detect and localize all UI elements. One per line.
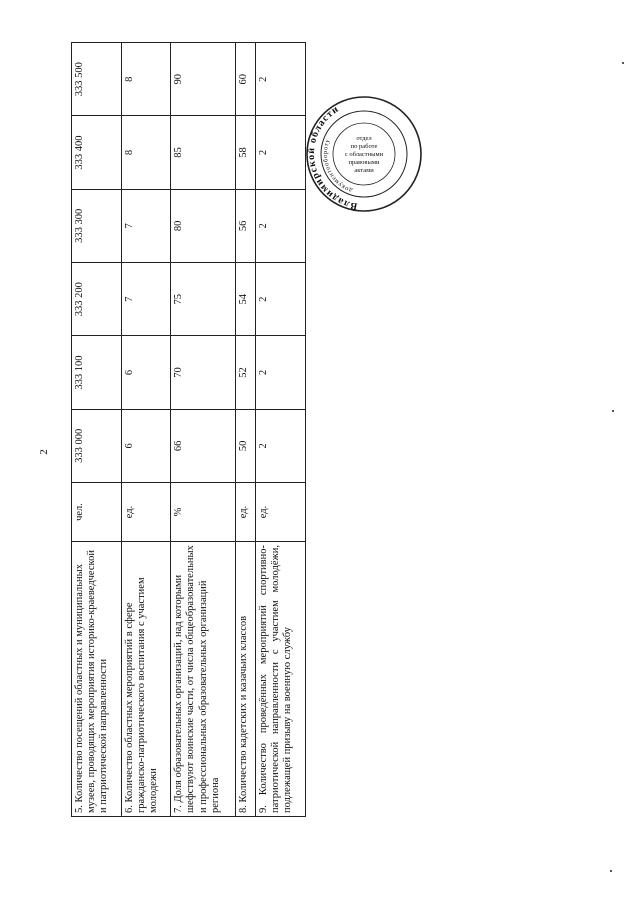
- indicator-name-cell: 9. Количество проведённых мероприятий спортивно-патриотической направленности с участием молодёжи, подлежащей призыву на военную службу: [256, 542, 306, 817]
- value-cell: 2: [256, 336, 306, 409]
- value-cell: 6: [121, 409, 171, 482]
- scan-speck: [612, 410, 614, 412]
- value-cell: 60: [235, 43, 256, 116]
- unit-cell: %: [171, 483, 235, 542]
- seal-graphic: [305, 95, 423, 213]
- value-cell: 333 400: [72, 116, 122, 189]
- value-cell: 333 000: [72, 409, 122, 482]
- scan-speck: [610, 870, 612, 872]
- seal-inner-text: документообороту: [321, 137, 354, 194]
- measures-table: [71, 42, 306, 817]
- value-cell: 70: [171, 336, 235, 409]
- unit-cell: ед.: [121, 483, 171, 542]
- value-cell: 90: [171, 43, 235, 116]
- value-cell: 2: [256, 189, 306, 262]
- indicator-name-cell: 6. Количество областных мероприятий в сфере гражданско-патриотического воспитания с участием молодежи: [121, 542, 171, 817]
- unit-cell: ед.: [235, 483, 256, 542]
- value-cell: 2: [256, 116, 306, 189]
- seal-center-line: отдел: [356, 135, 372, 142]
- value-cell: 58: [235, 116, 256, 189]
- table-row: [171, 43, 235, 817]
- official-seal: [305, 95, 423, 213]
- unit-cell: чел.: [72, 483, 122, 542]
- value-cell: 54: [235, 263, 256, 336]
- value-cell: 56: [235, 189, 256, 262]
- value-cell: 333 500: [72, 43, 122, 116]
- value-cell: 2: [256, 263, 306, 336]
- indicator-name-cell: 8. Количество кадетских и казачьих классов: [235, 542, 256, 817]
- value-cell: 50: [235, 409, 256, 482]
- scan-speck: [622, 62, 624, 64]
- value-cell: 8: [121, 43, 171, 116]
- value-cell: 333 100: [72, 336, 122, 409]
- value-cell: 333 200: [72, 263, 122, 336]
- seal-center-line: актами: [354, 167, 374, 174]
- page-number: 2: [38, 449, 50, 455]
- measures-table-container: [71, 42, 306, 817]
- value-cell: 52: [235, 336, 256, 409]
- value-cell: 85: [171, 116, 235, 189]
- value-cell: 7: [121, 263, 171, 336]
- value-cell: 6: [121, 336, 171, 409]
- value-cell: 333 300: [72, 189, 122, 262]
- value-cell: 8: [121, 116, 171, 189]
- value-cell: 75: [171, 263, 235, 336]
- seal-center-line: правовыми: [348, 159, 380, 166]
- seal-outer-text: Владимирской области: [305, 103, 359, 212]
- value-cell: 2: [256, 409, 306, 482]
- seal-center-line: с областными: [344, 151, 384, 158]
- value-cell: 66: [171, 409, 235, 482]
- indicator-name-cell: 5. Количество посещений областных и муниципальных музеев, проводящих мероприятия историко-краеведческой и патриотической направленности: [72, 542, 122, 817]
- value-cell: 80: [171, 189, 235, 262]
- seal-center-line: по работе: [350, 143, 378, 150]
- unit-cell: ед.: [256, 483, 306, 542]
- table-row: [72, 43, 122, 817]
- table-row: [121, 43, 171, 817]
- indicator-name-cell: 7. Доля образовательных организаций, над которыми шефствуют воинские части, от числа общеобразовательных и профессиональных образовательных организаций региона: [171, 542, 235, 817]
- table-row: [256, 43, 306, 817]
- value-cell: 2: [256, 43, 306, 116]
- table-row: [235, 43, 256, 817]
- value-cell: 7: [121, 189, 171, 262]
